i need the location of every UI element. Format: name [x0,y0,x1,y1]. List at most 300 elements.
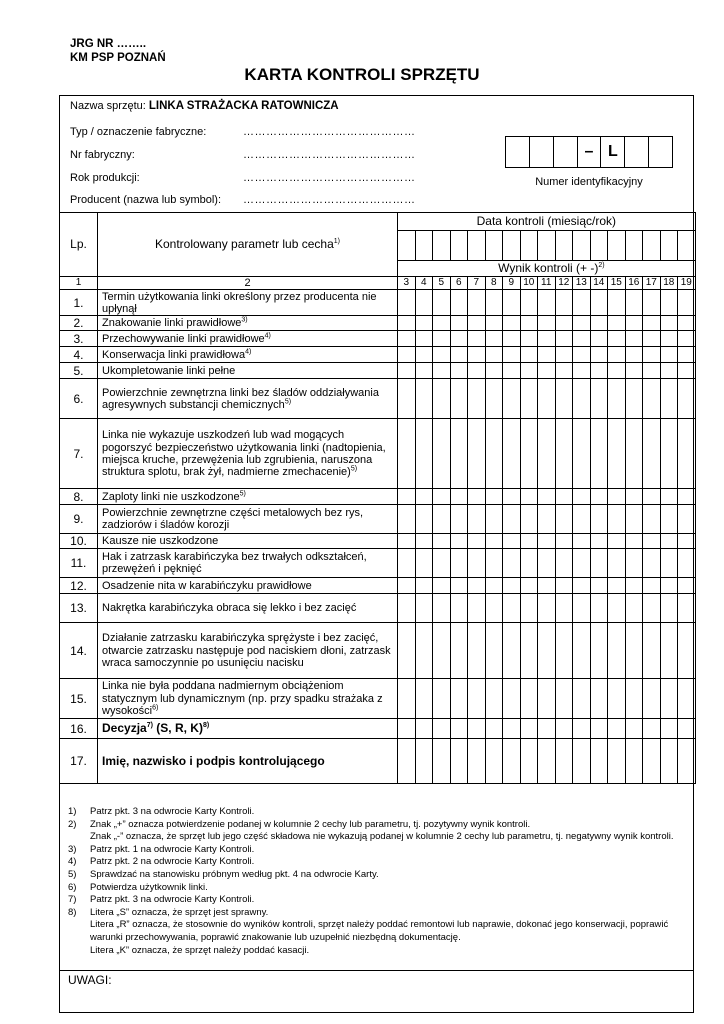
result-cell[interactable] [450,739,468,784]
result-cell[interactable] [608,623,626,679]
result-cell[interactable] [415,549,433,578]
result-cell[interactable] [608,719,626,739]
result-cell[interactable] [520,578,538,594]
result-cell[interactable] [433,679,451,719]
result-cell[interactable] [468,549,486,578]
result-cell[interactable] [555,594,573,623]
result-cell[interactable] [678,534,696,549]
result-cell[interactable] [573,316,591,331]
result-cell[interactable] [625,316,643,331]
id-number-cell[interactable] [625,137,649,167]
result-cell[interactable] [590,290,608,316]
result-cell[interactable] [433,331,451,347]
result-cell[interactable] [450,419,468,489]
result-cell[interactable] [520,379,538,419]
result-cell[interactable] [398,347,416,363]
result-cell[interactable] [643,379,661,419]
result-cell[interactable] [555,549,573,578]
id-number-cell[interactable]: L [601,137,625,167]
result-cell[interactable] [503,623,521,679]
result-cell[interactable] [678,419,696,489]
result-cell[interactable] [660,363,678,379]
result-cell[interactable] [520,316,538,331]
result-cell[interactable] [678,739,696,784]
result-cell[interactable] [678,331,696,347]
result-cell[interactable] [468,290,486,316]
result-cell[interactable] [450,679,468,719]
result-cell[interactable] [520,679,538,719]
result-cell[interactable] [485,505,503,534]
date-cell[interactable] [433,231,451,261]
result-cell[interactable] [433,290,451,316]
result-cell[interactable] [590,419,608,489]
result-cell[interactable] [433,363,451,379]
result-cell[interactable] [660,316,678,331]
result-cell[interactable] [433,549,451,578]
result-cell[interactable] [555,719,573,739]
id-number-cell[interactable] [554,137,578,167]
result-cell[interactable] [660,347,678,363]
result-cell[interactable] [398,316,416,331]
result-cell[interactable] [608,505,626,534]
result-cell[interactable] [520,594,538,623]
result-cell[interactable] [590,719,608,739]
id-number-cell[interactable]: – [578,137,602,167]
result-cell[interactable] [555,739,573,784]
result-cell[interactable] [590,623,608,679]
result-cell[interactable] [573,419,591,489]
result-cell[interactable] [643,739,661,784]
result-cell[interactable] [625,578,643,594]
result-cell[interactable] [660,549,678,578]
result-cell[interactable] [433,534,451,549]
id-number-cell[interactable] [530,137,554,167]
result-cell[interactable] [555,534,573,549]
result-cell[interactable] [573,578,591,594]
result-cell[interactable] [590,347,608,363]
result-cell[interactable] [468,578,486,594]
result-cell[interactable] [573,739,591,784]
result-cell[interactable] [415,719,433,739]
result-cell[interactable] [555,489,573,505]
serial-field[interactable]: ……………………………………… [243,149,416,161]
result-cell[interactable] [660,489,678,505]
result-cell[interactable] [678,594,696,623]
result-cell[interactable] [450,290,468,316]
result-cell[interactable] [625,739,643,784]
result-cell[interactable] [398,290,416,316]
result-cell[interactable] [503,534,521,549]
result-cell[interactable] [538,534,556,549]
result-cell[interactable] [590,679,608,719]
result-cell[interactable] [433,739,451,784]
result-cell[interactable] [468,379,486,419]
result-cell[interactable] [485,379,503,419]
result-cell[interactable] [555,363,573,379]
result-cell[interactable] [625,331,643,347]
result-cell[interactable] [608,489,626,505]
result-cell[interactable] [538,363,556,379]
result-cell[interactable] [555,419,573,489]
result-cell[interactable] [485,363,503,379]
result-cell[interactable] [555,379,573,419]
result-cell[interactable] [415,594,433,623]
result-cell[interactable] [643,419,661,489]
result-cell[interactable] [678,489,696,505]
result-cell[interactable] [398,419,416,489]
result-cell[interactable] [503,719,521,739]
result-cell[interactable] [485,679,503,719]
result-cell[interactable] [520,290,538,316]
result-cell[interactable] [433,719,451,739]
result-cell[interactable] [468,331,486,347]
result-cell[interactable] [538,379,556,419]
result-cell[interactable] [678,379,696,419]
result-cell[interactable] [468,739,486,784]
result-cell[interactable] [555,347,573,363]
result-cell[interactable] [643,534,661,549]
result-cell[interactable] [450,316,468,331]
result-cell[interactable] [678,316,696,331]
result-cell[interactable] [573,594,591,623]
result-cell[interactable] [625,419,643,489]
result-cell[interactable] [573,534,591,549]
result-cell[interactable] [520,347,538,363]
result-cell[interactable] [503,419,521,489]
result-cell[interactable] [503,549,521,578]
date-cell[interactable] [538,231,556,261]
result-cell[interactable] [398,739,416,784]
result-cell[interactable] [573,363,591,379]
result-cell[interactable] [643,331,661,347]
date-cell[interactable] [573,231,591,261]
result-cell[interactable] [538,347,556,363]
result-cell[interactable] [590,316,608,331]
result-cell[interactable] [660,419,678,489]
result-cell[interactable] [468,679,486,719]
result-cell[interactable] [608,347,626,363]
result-cell[interactable] [608,578,626,594]
result-cell[interactable] [660,331,678,347]
result-cell[interactable] [398,534,416,549]
result-cell[interactable] [415,534,433,549]
result-cell[interactable] [485,719,503,739]
year-field[interactable]: ……………………………………… [243,172,416,184]
id-number-cell[interactable] [649,137,672,167]
result-cell[interactable] [398,578,416,594]
result-cell[interactable] [520,623,538,679]
result-cell[interactable] [590,489,608,505]
result-cell[interactable] [485,534,503,549]
result-cell[interactable] [520,549,538,578]
result-cell[interactable] [468,505,486,534]
result-cell[interactable] [573,623,591,679]
result-cell[interactable] [503,379,521,419]
result-cell[interactable] [520,505,538,534]
result-cell[interactable] [485,549,503,578]
result-cell[interactable] [660,594,678,623]
result-cell[interactable] [398,379,416,419]
result-cell[interactable] [660,534,678,549]
result-cell[interactable] [625,534,643,549]
result-cell[interactable] [643,679,661,719]
result-cell[interactable] [433,489,451,505]
result-cell[interactable] [485,489,503,505]
result-cell[interactable] [538,739,556,784]
result-cell[interactable] [608,290,626,316]
result-cell[interactable] [450,363,468,379]
result-cell[interactable] [590,331,608,347]
result-cell[interactable] [415,379,433,419]
result-cell[interactable] [468,594,486,623]
result-cell[interactable] [660,679,678,719]
result-cell[interactable] [678,623,696,679]
result-cell[interactable] [660,379,678,419]
result-cell[interactable] [573,679,591,719]
result-cell[interactable] [590,379,608,419]
result-cell[interactable] [538,316,556,331]
result-cell[interactable] [608,419,626,489]
date-cell[interactable] [625,231,643,261]
result-cell[interactable] [643,623,661,679]
result-cell[interactable] [520,419,538,489]
result-cell[interactable] [538,290,556,316]
result-cell[interactable] [503,578,521,594]
result-cell[interactable] [398,363,416,379]
date-cell[interactable] [450,231,468,261]
result-cell[interactable] [503,331,521,347]
date-cell[interactable] [503,231,521,261]
result-cell[interactable] [415,489,433,505]
result-cell[interactable] [415,316,433,331]
result-cell[interactable] [433,379,451,419]
result-cell[interactable] [538,623,556,679]
result-cell[interactable] [415,739,433,784]
result-cell[interactable] [520,719,538,739]
result-cell[interactable] [433,594,451,623]
result-cell[interactable] [520,489,538,505]
result-cell[interactable] [625,594,643,623]
result-cell[interactable] [520,363,538,379]
result-cell[interactable] [503,363,521,379]
result-cell[interactable] [468,347,486,363]
result-cell[interactable] [433,419,451,489]
result-cell[interactable] [555,505,573,534]
date-cell[interactable] [485,231,503,261]
producer-field[interactable]: ……………………………………… [243,194,416,206]
result-cell[interactable] [415,419,433,489]
result-cell[interactable] [573,489,591,505]
result-cell[interactable] [573,379,591,419]
result-cell[interactable] [503,739,521,784]
result-cell[interactable] [555,290,573,316]
result-cell[interactable] [468,489,486,505]
result-cell[interactable] [398,331,416,347]
result-cell[interactable] [555,316,573,331]
result-cell[interactable] [538,719,556,739]
result-cell[interactable] [433,623,451,679]
result-cell[interactable] [625,290,643,316]
date-cell[interactable] [398,231,416,261]
result-cell[interactable] [415,578,433,594]
result-cell[interactable] [660,739,678,784]
result-cell[interactable] [538,489,556,505]
result-cell[interactable] [450,489,468,505]
result-cell[interactable] [415,347,433,363]
result-cell[interactable] [415,331,433,347]
result-cell[interactable] [608,594,626,623]
result-cell[interactable] [398,489,416,505]
result-cell[interactable] [398,505,416,534]
result-cell[interactable] [450,505,468,534]
result-cell[interactable] [538,419,556,489]
result-cell[interactable] [415,679,433,719]
result-cell[interactable] [643,489,661,505]
result-cell[interactable] [450,719,468,739]
result-cell[interactable] [643,578,661,594]
result-cell[interactable] [503,347,521,363]
result-cell[interactable] [608,739,626,784]
result-cell[interactable] [503,316,521,331]
result-cell[interactable] [678,290,696,316]
result-cell[interactable] [643,290,661,316]
result-cell[interactable] [660,719,678,739]
result-cell[interactable] [520,331,538,347]
result-cell[interactable] [485,419,503,489]
result-cell[interactable] [538,549,556,578]
remarks-section[interactable] [59,970,694,987]
result-cell[interactable] [538,505,556,534]
date-cell[interactable] [415,231,433,261]
result-cell[interactable] [590,534,608,549]
result-cell[interactable] [555,679,573,719]
result-cell[interactable] [468,316,486,331]
result-cell[interactable] [433,347,451,363]
result-cell[interactable] [450,331,468,347]
result-cell[interactable] [625,719,643,739]
result-cell[interactable] [485,331,503,347]
result-cell[interactable] [678,719,696,739]
result-cell[interactable] [468,623,486,679]
result-cell[interactable] [625,363,643,379]
result-cell[interactable] [573,347,591,363]
result-cell[interactable] [625,489,643,505]
result-cell[interactable] [678,505,696,534]
result-cell[interactable] [503,594,521,623]
result-cell[interactable] [608,549,626,578]
result-cell[interactable] [433,316,451,331]
result-cell[interactable] [450,347,468,363]
result-cell[interactable] [660,578,678,594]
result-cell[interactable] [625,347,643,363]
result-cell[interactable] [590,363,608,379]
result-cell[interactable] [433,578,451,594]
result-cell[interactable] [485,347,503,363]
result-cell[interactable] [450,594,468,623]
result-cell[interactable] [538,578,556,594]
result-cell[interactable] [538,331,556,347]
result-cell[interactable] [485,623,503,679]
result-cell[interactable] [520,739,538,784]
result-cell[interactable] [678,347,696,363]
result-cell[interactable] [450,534,468,549]
result-cell[interactable] [573,331,591,347]
result-cell[interactable] [468,534,486,549]
result-cell[interactable] [643,505,661,534]
result-cell[interactable] [450,549,468,578]
result-cell[interactable] [555,623,573,679]
result-cell[interactable] [608,379,626,419]
result-cell[interactable] [608,679,626,719]
date-cell[interactable] [555,231,573,261]
result-cell[interactable] [398,719,416,739]
date-cell[interactable] [643,231,661,261]
result-cell[interactable] [660,505,678,534]
result-cell[interactable] [503,679,521,719]
result-cell[interactable] [485,594,503,623]
result-cell[interactable] [590,594,608,623]
result-cell[interactable] [625,679,643,719]
result-cell[interactable] [538,594,556,623]
result-cell[interactable] [485,316,503,331]
result-cell[interactable] [538,679,556,719]
result-cell[interactable] [573,549,591,578]
result-cell[interactable] [485,578,503,594]
result-cell[interactable] [590,578,608,594]
result-cell[interactable] [450,623,468,679]
result-cell[interactable] [678,363,696,379]
result-cell[interactable] [415,505,433,534]
result-cell[interactable] [503,505,521,534]
result-cell[interactable] [678,549,696,578]
result-cell[interactable] [643,363,661,379]
date-cell[interactable] [590,231,608,261]
result-cell[interactable] [608,534,626,549]
date-cell[interactable] [608,231,626,261]
result-cell[interactable] [643,316,661,331]
result-cell[interactable] [555,331,573,347]
result-cell[interactable] [660,290,678,316]
result-cell[interactable] [485,290,503,316]
result-cell[interactable] [678,578,696,594]
result-cell[interactable] [398,623,416,679]
result-cell[interactable] [450,379,468,419]
result-cell[interactable] [625,623,643,679]
date-cell[interactable] [678,231,696,261]
result-cell[interactable] [590,505,608,534]
result-cell[interactable] [678,679,696,719]
result-cell[interactable] [468,419,486,489]
result-cell[interactable] [433,505,451,534]
result-cell[interactable] [643,594,661,623]
result-cell[interactable] [415,363,433,379]
result-cell[interactable] [660,623,678,679]
result-cell[interactable] [625,505,643,534]
result-cell[interactable] [625,549,643,578]
result-cell[interactable] [608,363,626,379]
result-cell[interactable] [520,534,538,549]
result-cell[interactable] [450,578,468,594]
result-cell[interactable] [415,290,433,316]
result-cell[interactable] [573,505,591,534]
date-cell[interactable] [660,231,678,261]
result-cell[interactable] [643,549,661,578]
result-cell[interactable] [415,623,433,679]
result-cell[interactable] [608,331,626,347]
result-cell[interactable] [468,363,486,379]
id-number-cell[interactable] [506,137,530,167]
result-cell[interactable] [590,739,608,784]
